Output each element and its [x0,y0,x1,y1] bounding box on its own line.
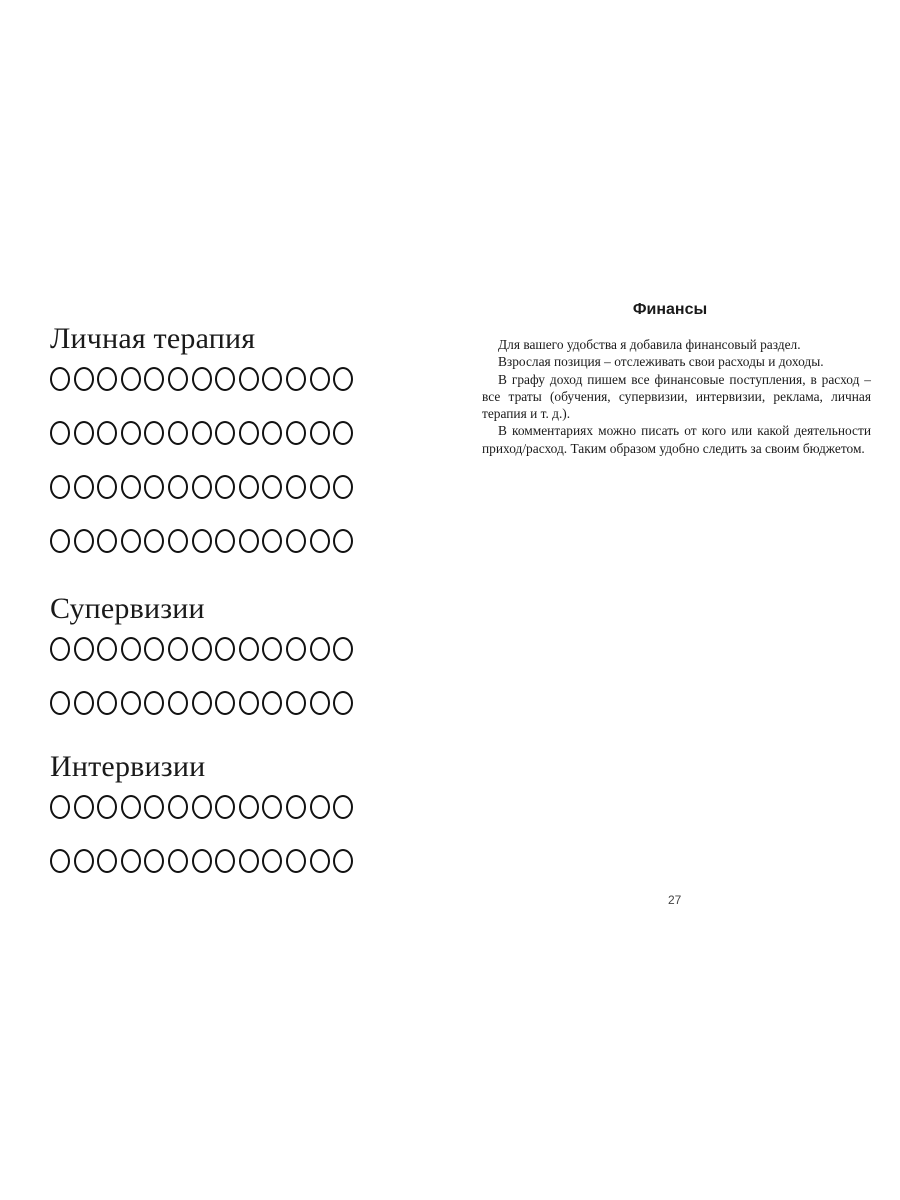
tracker-circle [310,367,330,391]
tracker-circle [121,529,141,553]
tracker-circle [144,367,164,391]
tracker-circle [239,475,259,499]
tracker-circle [50,475,70,499]
tracker-circle [286,367,306,391]
tracker-circle [144,637,164,661]
tracker-circle [215,421,235,445]
tracker-circle [168,475,188,499]
tracker-circle [97,475,117,499]
tracker-circle [215,795,235,819]
tracker-circle [74,367,94,391]
circle-row [50,528,400,554]
tracker-circle [97,637,117,661]
tracker-circle [74,849,94,873]
circle-row [50,794,400,820]
tracker-circle [74,421,94,445]
tracker-circle [333,795,353,819]
tracker-circle [74,475,94,499]
tracker-circle [333,637,353,661]
tracker-circle [97,691,117,715]
tracker-circle [168,849,188,873]
tracker-circle [192,475,212,499]
tracker-circle [310,637,330,661]
tracker-circle [286,475,306,499]
circle-row [50,848,400,874]
tracker-circle [215,849,235,873]
tracker-circle [50,795,70,819]
tracker-circle [262,529,282,553]
tracker-circle [50,421,70,445]
tracker-circle [144,421,164,445]
tracker-rows [50,636,400,716]
section-personal-therapy [50,322,400,554]
tracker-rows [50,794,400,874]
tracker-circle [286,529,306,553]
tracker-circle [50,849,70,873]
tracker-circle [50,367,70,391]
tracker-circle [286,691,306,715]
tracker-circle [310,691,330,715]
circle-row [50,366,400,392]
tracker-circle [97,849,117,873]
tracker-circle [239,795,259,819]
tracker-rows [50,366,400,554]
tracker-circle [262,367,282,391]
tracker-circle [192,849,212,873]
tracker-circle [333,691,353,715]
circle-row [50,420,400,446]
tracker-circle [310,529,330,553]
tracker-circle [97,529,117,553]
tracker-circle [215,529,235,553]
tracker-circle [239,367,259,391]
tracker-circle [144,795,164,819]
tracker-circle [144,849,164,873]
tracker-circle [333,367,353,391]
tracker-circle [262,691,282,715]
tracker-circle [50,529,70,553]
finance-paragraph: Взрослая позиция – отслеживать свои расходы и доходы. [498,354,824,370]
tracker-circle [50,691,70,715]
tracker-circle [262,421,282,445]
tracker-circle [192,691,212,715]
section-title-personal-therapy: Личная терапия [50,322,256,355]
tracker-circle [239,637,259,661]
tracker-circle [215,691,235,715]
tracker-circle [262,795,282,819]
tracker-circle [286,421,306,445]
tracker-circle [215,367,235,391]
tracker-circle [97,421,117,445]
tracker-circle [97,367,117,391]
tracker-circle [310,475,330,499]
circle-row [50,474,400,500]
tracker-circle [121,367,141,391]
tracker-circle [310,421,330,445]
tracker-circle [333,421,353,445]
finance-paragraph: Для вашего удобства я добавила финансовый раздел. [498,337,801,352]
tracker-circle [310,849,330,873]
circle-row [50,636,400,662]
section-title-supervision: Супервизии [50,592,205,625]
circle-row [50,690,400,716]
tracker-circle [121,849,141,873]
tracker-circle [239,529,259,553]
tracker-circle [333,849,353,873]
tracker-circle [215,475,235,499]
tracker-circle [192,637,212,661]
tracker-circle [144,529,164,553]
tracker-circle [333,529,353,553]
tracker-circle [121,795,141,819]
tracker-circle [262,637,282,661]
right-page [450,0,900,1200]
finance-paragraph: В комментариях можно писать от кого или какой деятельности приход/расход. Таким образом удобно следить за своим бюджетом. [482,423,871,456]
page-number: 27 [668,893,682,907]
finance-title: Финансы [632,301,708,318]
tracker-circle [333,475,353,499]
tracker-circle [97,795,117,819]
tracker-circle [192,529,212,553]
tracker-circle [168,529,188,553]
tracker-circle [192,795,212,819]
tracker-circle [168,367,188,391]
tracker-circle [121,691,141,715]
tracker-circle [168,637,188,661]
tracker-circle [50,637,70,661]
tracker-circle [215,637,235,661]
section-title-intervision: Интервизии [50,750,206,783]
section-intervision [50,750,400,874]
finance-paragraph: В графу доход пишем все финансовые поступления, в расход – все траты (обучения, супервизии, интервизии, реклама, личная терапия и т. д.). [482,371,871,422]
tracker-circle [262,475,282,499]
tracker-circle [168,795,188,819]
tracker-circle [144,475,164,499]
section-supervision [50,592,400,716]
tracker-circle [239,691,259,715]
tracker-circle [74,691,94,715]
tracker-circle [239,421,259,445]
tracker-circle [74,637,94,661]
tracker-circle [262,849,282,873]
finance-text [482,336,871,457]
tracker-circle [121,637,141,661]
tracker-circle [74,795,94,819]
tracker-circle [286,849,306,873]
tracker-circle [192,367,212,391]
tracker-circle [168,691,188,715]
tracker-circle [286,795,306,819]
tracker-circle [121,421,141,445]
tracker-circle [286,637,306,661]
tracker-circle [310,795,330,819]
tracker-circle [74,529,94,553]
tracker-circle [239,849,259,873]
tracker-circle [192,421,212,445]
tracker-circle [121,475,141,499]
tracker-circle [168,421,188,445]
tracker-circle [144,691,164,715]
